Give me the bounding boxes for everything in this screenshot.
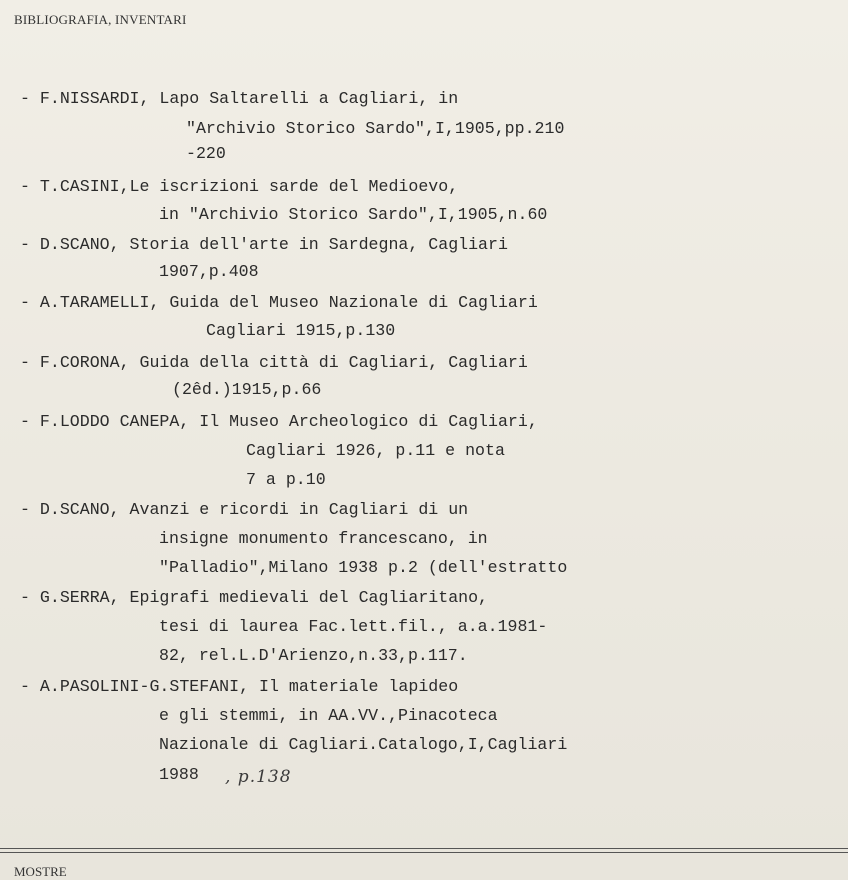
entry-line: "Palladio",Milano 1938 p.2 (dell'estratto [159,558,568,577]
entry-line: - D.SCANO, Storia dell'arte in Sardegna, Cagliari [20,235,508,254]
entry-line: Nazionale di Cagliari.Catalogo,I,Cagliari [159,735,568,754]
entry-line: Cagliari 1915,p.130 [206,321,396,340]
entry-line: "Archivio Storico Sardo",I,1905,pp.210 [186,119,565,138]
entry-line: 1988 [159,765,199,784]
section-heading: BIBLIOGRAFIA, INVENTARI [14,12,187,27]
entry-line: - A.PASOLINI-G.STEFANI, Il materiale lapideo [20,677,459,696]
entry-line: - F.NISSARDI, Lapo Saltarelli a Cagliari, in [20,89,459,108]
entry-line: tesi di laurea Fac.lett.fil., a.a.1981- [159,617,548,636]
entry-line: - G.SERRA, Epigrafi medievali del Cagliaritano, [20,588,489,607]
entry-line: - F.CORONA, Guida della città di Cagliari, Cagliari [20,353,528,372]
entry-line: 1907,p.408 [159,262,259,281]
section-heading-next: MOSTRE [14,864,67,879]
divider-line [0,852,848,853]
entry-line: -220 [186,144,226,163]
handwritten-page-note: , p.138 [225,767,292,787]
entry-line: - T.CASINI,Le iscrizioni sarde del Medioevo, [20,177,459,196]
entry-line: (2êd.)1915,p.66 [172,380,322,399]
divider-line [0,848,848,849]
entry-line: 82, rel.L.D'Arienzo,n.33,p.117. [159,646,468,665]
entry-line: e gli stemmi, in AA.VV.,Pinacoteca [159,706,498,725]
entry-line: Cagliari 1926, p.11 e nota [246,441,505,460]
entry-line: - D.SCANO, Avanzi e ricordi in Cagliari di un [20,500,469,519]
entry-line: - F.LODDO CANEPA, Il Museo Archeologico di Cagliari, [20,412,538,431]
entry-line: 7 a p.10 [246,470,326,489]
entry-line: - A.TARAMELLI, Guida del Museo Nazionale di Cagliari [20,293,538,312]
entry-line: in "Archivio Storico Sardo",I,1905,n.60 [159,205,548,224]
entry-line: insigne monumento francescano, in [159,529,488,548]
